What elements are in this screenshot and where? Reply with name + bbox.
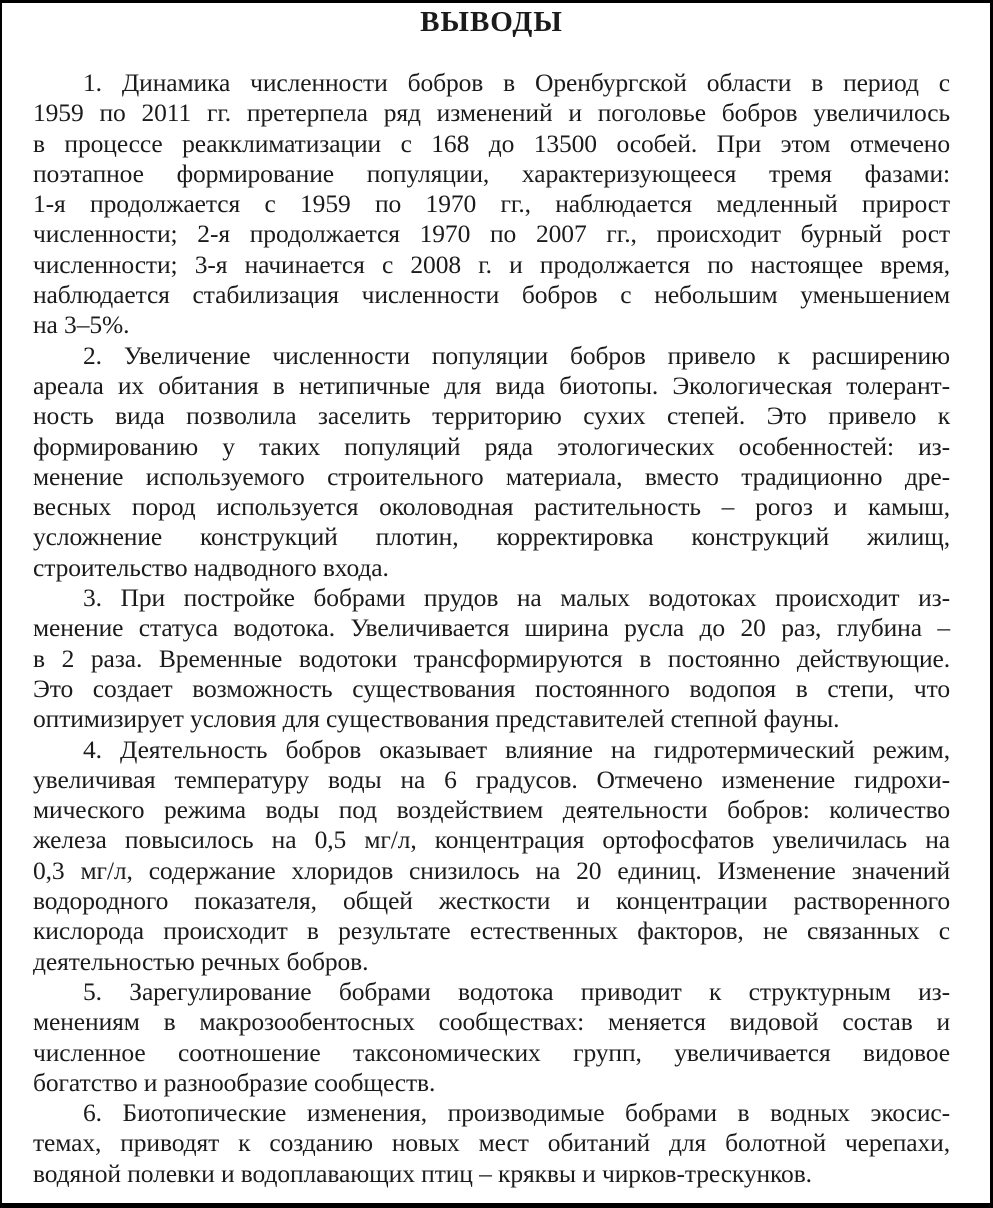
text-line: поэтапное формирование популяции, характеризующееся тремя фазами:: [33, 158, 950, 188]
text-line: 1. Динамика численности бобров в Оренбургской области в период с: [83, 68, 950, 97]
text-line: менениям в макрозообентосных сообществах: меняется видовой состав и: [33, 1007, 950, 1037]
document-body: [33, 68, 950, 1189]
text-line: на 3–5%.: [33, 310, 130, 340]
text-line: 2. Увеличение численности популяции бобров привело к расширению: [83, 340, 950, 370]
text-line: ареала их обитания в нетипичные для вида биотопы. Экологическая толерант-: [33, 370, 950, 400]
text-line: в 2 раза. Временные водотоки трансформируются в постоянно действующие.: [33, 643, 950, 673]
text-line: железа повысилось на 0,5 мг/л, концентрация ортофосфатов увеличилась на: [33, 825, 950, 855]
text-line: строительство надводного входа.: [33, 552, 389, 582]
text-line: темах, приводят к созданию новых мест обитаний для болотной черепахи,: [33, 1128, 950, 1158]
text-line: 4. Деятельность бобров оказывает влияние на гидротермический режим,: [83, 734, 950, 764]
text-line: менение статуса водотока. Увеличивается ширина русла до 20 раз, глубина –: [33, 613, 950, 643]
paragraph-5: [33, 977, 950, 1098]
text-line: формированию у таких популяций ряда этологических особенностей: из-: [33, 431, 950, 461]
text-line: ность вида позволила заселить территорию сухих степей. Это привело к: [33, 401, 950, 431]
text-line: численное соотношение таксономических групп, увеличивается видовое: [33, 1037, 950, 1067]
text-line: 6. Биотопические изменения, производимые бобрами в водных экосис-: [83, 1098, 950, 1128]
text-line: кислорода происходит в результате естественных факторов, не связанных с: [33, 916, 950, 946]
text-line: 1959 по 2011 гг. претерпела ряд изменений и поголовье бобров увеличилось: [33, 98, 950, 128]
paragraph-1: [33, 68, 950, 341]
text-line: мического режима воды под воздействием деятельности бобров: количество: [33, 795, 950, 825]
page-title: ВЫВОДЫ: [420, 6, 563, 38]
text-line: менение используемого строительного материала, вместо традиционно дре-: [33, 461, 950, 491]
text-line: деятельностью речных бобров.: [33, 946, 369, 976]
text-line: 1-я продолжается с 1959 по 1970 гг., наблюдается медленный прирост: [33, 189, 950, 219]
text-line: в процессе реакклиматизации с 168 до 13500 особей. При этом отмечено: [33, 128, 950, 158]
text-line: 5. Зарегулирование бобрами водотока приводит к структурным из-: [83, 976, 950, 1006]
text-line: водородного показателя, общей жесткости и концентрации растворенного: [33, 886, 950, 916]
text-line: 3. При постройке бобрами прудов на малых водотоках происходит из-: [83, 583, 950, 613]
paragraph-4: [33, 735, 950, 977]
paragraph-6: [33, 1098, 950, 1189]
text-line: усложнение конструкций плотин, корректировка конструкций жилищ,: [33, 522, 950, 552]
paragraph-3: [33, 583, 950, 734]
text-line: Это создает возможность существования постоянного водопоя в степи, что: [33, 673, 950, 703]
text-line: численности; 3-я начинается с 2008 г. и продолжается по настоящее время,: [33, 249, 950, 279]
text-line: наблюдается стабилизация численности бобров с небольшим уменьшением: [33, 280, 950, 310]
text-line: богатство и разнообразие сообществ.: [33, 1067, 436, 1097]
text-line: численности; 2-я продолжается 1970 по 2007 гг., происходит бурный рост: [33, 219, 950, 249]
text-line: 0,3 мг/л, содержание хлоридов снизилось на 20 единиц. Изменение значений: [33, 855, 950, 885]
text-line: увеличивая температуру воды на 6 градусов. Отмечено изменение гидрохи-: [33, 764, 950, 794]
text-line: оптимизирует условия для существования представителей степной фауны.: [33, 704, 840, 734]
text-line: весных пород используется околоводная растительность – рогоз и камыш,: [33, 492, 950, 522]
paragraph-2: [33, 341, 950, 583]
text-line: водяной полевки и водоплавающих птиц – кряквы и чирков-трескунков.: [33, 1158, 812, 1188]
